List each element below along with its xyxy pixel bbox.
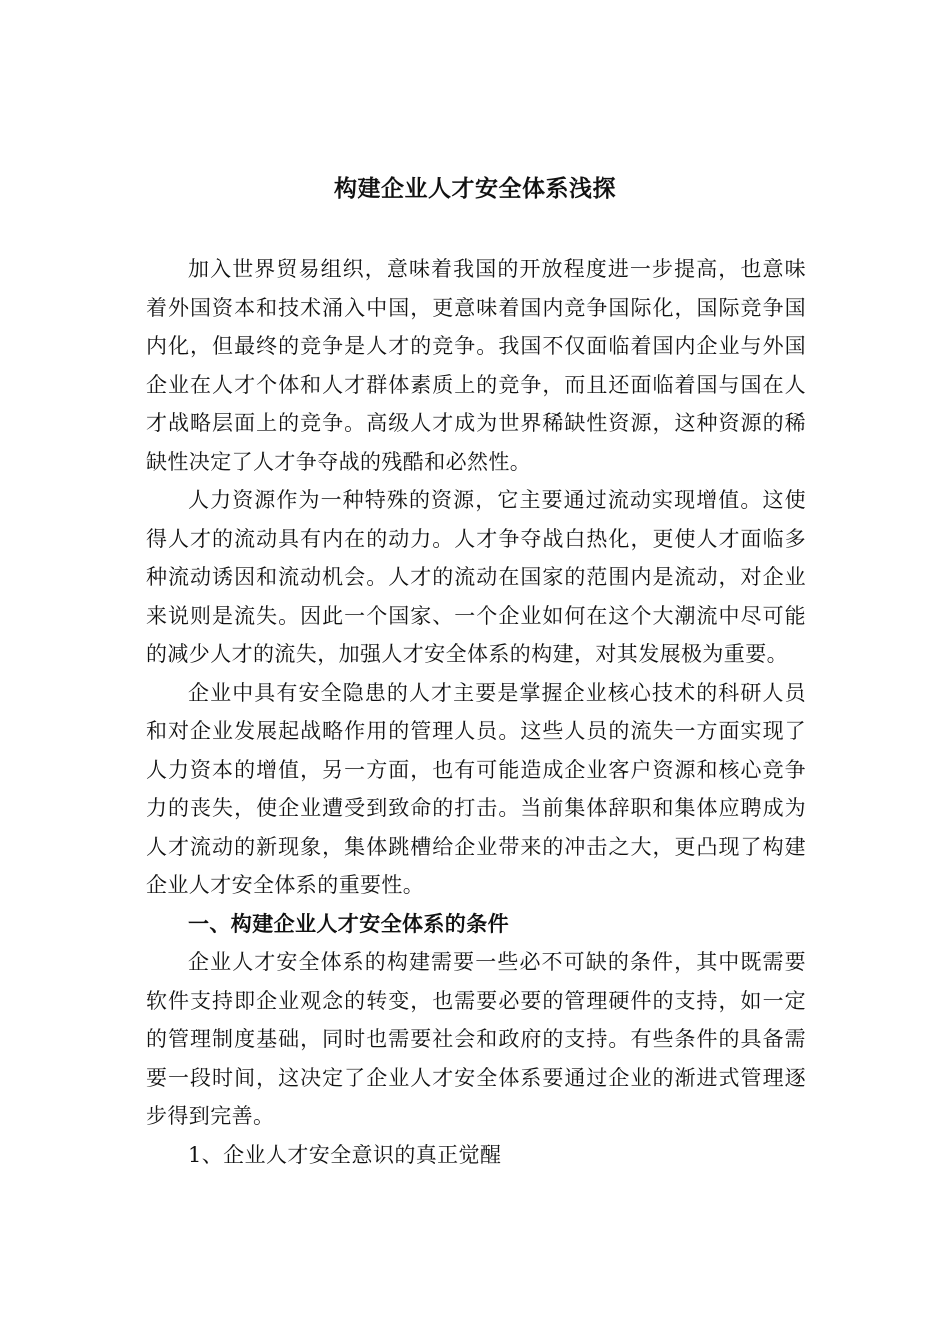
- paragraph-human-resources: 人力资源作为一种特殊的资源，它主要通过流动实现增值。这使得人才的流动具有内在的动力。人才争夺战白热化，更使人才面临多种流动诱因和流动机会。人才的流动在国家的范围内是流动，对企业来说则是流失。因此一个国家、一个企业如何在这个大潮流中尽可能的减少人才的流失，加强人才安全体系的构建，对其发展极为重要。: [146, 488, 806, 666]
- paragraph-conditions: 企业人才安全体系的构建需要一些必不可缺的条件，其中既需要软件支持即企业观念的转变，也需要必要的管理硬件的支持，如一定的管理制度基础，同时也需要社会和政府的支持。有些条件的具备需要一段时间，这决定了企业人才安全体系要通过企业的渐进式管理逐步得到完善。: [146, 950, 806, 1128]
- document-body: [146, 250, 806, 1174]
- paragraph-intro: 加入世界贸易组织，意味着我国的开放程度进一步提高，也意味着外国资本和技术涌入中国，更意味着国内竞争国际化，国际竞争国内化，但最终的竞争是人才的竞争。我国不仅面临着国内企业与外国企业在人才个体和人才群体素质上的竞争，而且还面临着国与国在人才战略层面上的竞争。高级人才成为世界稀缺性资源，这种资源的稀缺性决定了人才争夺战的残酷和必然性。: [146, 257, 806, 474]
- document-title: 构建企业人才安全体系浅探: [334, 175, 616, 202]
- section-heading: 一、构建企业人才安全体系的条件: [188, 910, 509, 936]
- paragraph-security-risk: 企业中具有安全隐患的人才主要是掌握企业核心技术的科研人员和对企业发展起战略作用的管理人员。这些人员的流失一方面实现了人力资本的增值，另一方面，也有可能造成企业客户资源和核心竞争力的丧失，使企业遭受到致命的打击。当前集体辞职和集体应聘成为人才流动的新现象，集体跳槽给企业带来的冲击之大，更凸现了构建企业人才安全体系的重要性。: [146, 680, 806, 897]
- subsection-heading: 1、企业人才安全意识的真正觉醒: [188, 1142, 502, 1167]
